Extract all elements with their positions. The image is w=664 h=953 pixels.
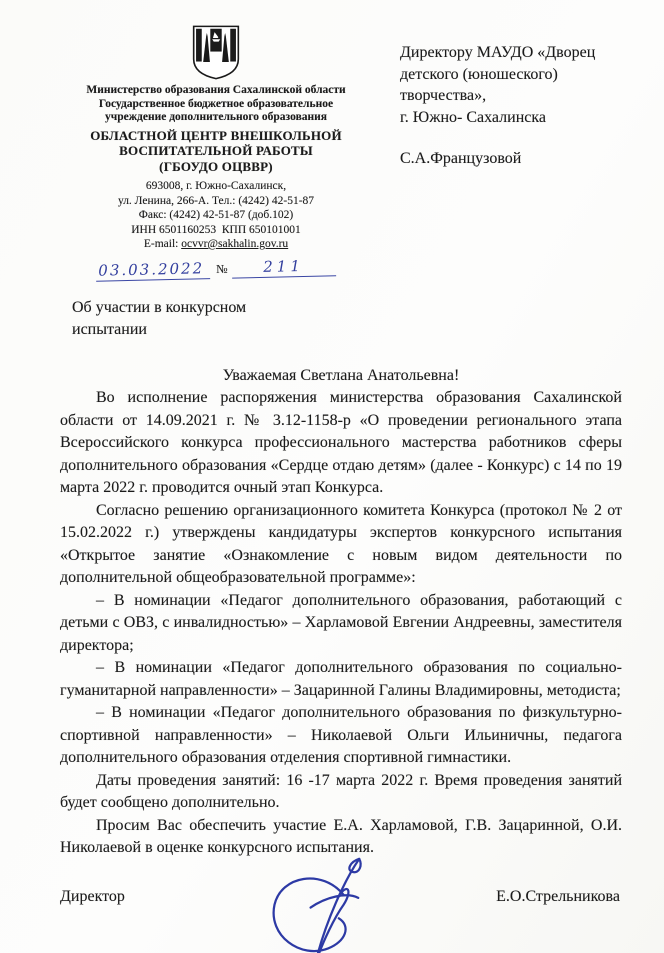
contact-line: ул. Ленина, 266-А. Тел.: (4242) 42-51-87	[117, 194, 315, 207]
email-label: E-mail:	[143, 238, 182, 250]
subject-block: Об участии в конкурсном испытании	[72, 298, 247, 338]
letter-body	[60, 365, 622, 860]
paragraph: Во исполнение распоряжения министерства образования Сахалинской области от 14.09.2021 г. № 3.12-1158-р «О проведении регионального этапа Всероссийского конкурса профессионального мастерства работников сферы дополнительного образования «Сердце отдаю детям» (далее - Конкурс) с 14 по 19 марта 2022 г. проводится очный этап Конкурса.	[60, 389, 622, 496]
org-name-line: (ГБОУДО ОЦВВР)	[159, 158, 273, 174]
contact-line: 693008, г. Южно-Сахалинск,	[145, 180, 287, 192]
ministry-line: учреждение дополнительного образования	[104, 111, 328, 123]
number-sign: №	[216, 261, 228, 276]
coat-of-arms-icon	[191, 24, 241, 81]
handwritten-date: 03.03.2022	[96, 259, 210, 282]
recipient-line: г. Южно- Сахалинска	[400, 108, 546, 126]
org-name-line: ОБЛАСТНОЙ ЦЕНТР ВНЕШКОЛЬНОЙ	[90, 127, 342, 143]
date-number-row	[60, 255, 372, 286]
recipient-line: детского (юношеского) творчества»,	[400, 65, 558, 104]
recipient-name: С.А.Французовой	[400, 150, 522, 167]
ministry-line: Государственное бюджетное образовательное	[98, 97, 334, 110]
org-name-line: ВОСПИТАТЕЛЬНОЙ РАБОТЫ	[119, 143, 313, 158]
signer-name: Е.О.Стрельникова	[496, 887, 620, 905]
ministry-line: Министерство образования Сахалинской области	[86, 84, 346, 96]
contact-line: Факс: (4242) 42-51-87 (доб.102)	[138, 209, 294, 221]
paragraph: Даты проведения занятий: 16 -17 марта 2022 г. Время проведения занятий будет сообщено дополнительно.	[60, 771, 622, 811]
signature-block	[60, 874, 622, 953]
paragraph: Просим Вас обеспечить участие Е.А. Харламовой, Г.В. Зацаринной, О.И. Николаевой в оценке конкурсного испытания.	[60, 816, 622, 856]
contact-line: ИНН 6501160253 КПП 650101001	[131, 223, 301, 236]
email-address: ocvvr@sakhalin.gov.ru	[181, 238, 289, 250]
salutation: Уважаемая Светлана Анатольевна!	[222, 366, 460, 384]
paragraph: Согласно решению организационного комитета Конкурса (протокол № 2 от 15.02.2022 г.) утверждены кандидатуры экспертов конкурсного испытания «Открытое занятие «Ознакомление с новым видом деятельности по дополнительной общеобразовательной программе»:	[60, 501, 622, 586]
paragraph: – В номинации «Педагог дополнительного образования по социально-гуманитарной направленности» – Зацаринной Галины Владимировны, методиста;	[60, 659, 622, 699]
paragraph: – В номинации «Педагог дополнительного образования по физкультурно-спортивной направленности» – Николаевой Ольги Ильиничны, педагога дополнительного образования отделения спортивной гимнастики.	[60, 704, 622, 766]
signature-autograph-icon	[256, 854, 406, 953]
paragraph: – В номинации «Педагог дополнительного образования, работающий с детьми с ОВЗ, с инвалидностью» – Харламовой Евгении Андреевны, заместителя директора;	[60, 591, 622, 654]
recipient-block	[372, 24, 622, 283]
email-line	[60, 237, 372, 252]
signer-title: Директор	[60, 887, 125, 905]
handwritten-number: 211	[231, 256, 335, 278]
letterhead	[60, 24, 622, 283]
sender-block	[60, 24, 372, 283]
recipient-line: Директору МАУДО «Дворец	[400, 44, 596, 61]
